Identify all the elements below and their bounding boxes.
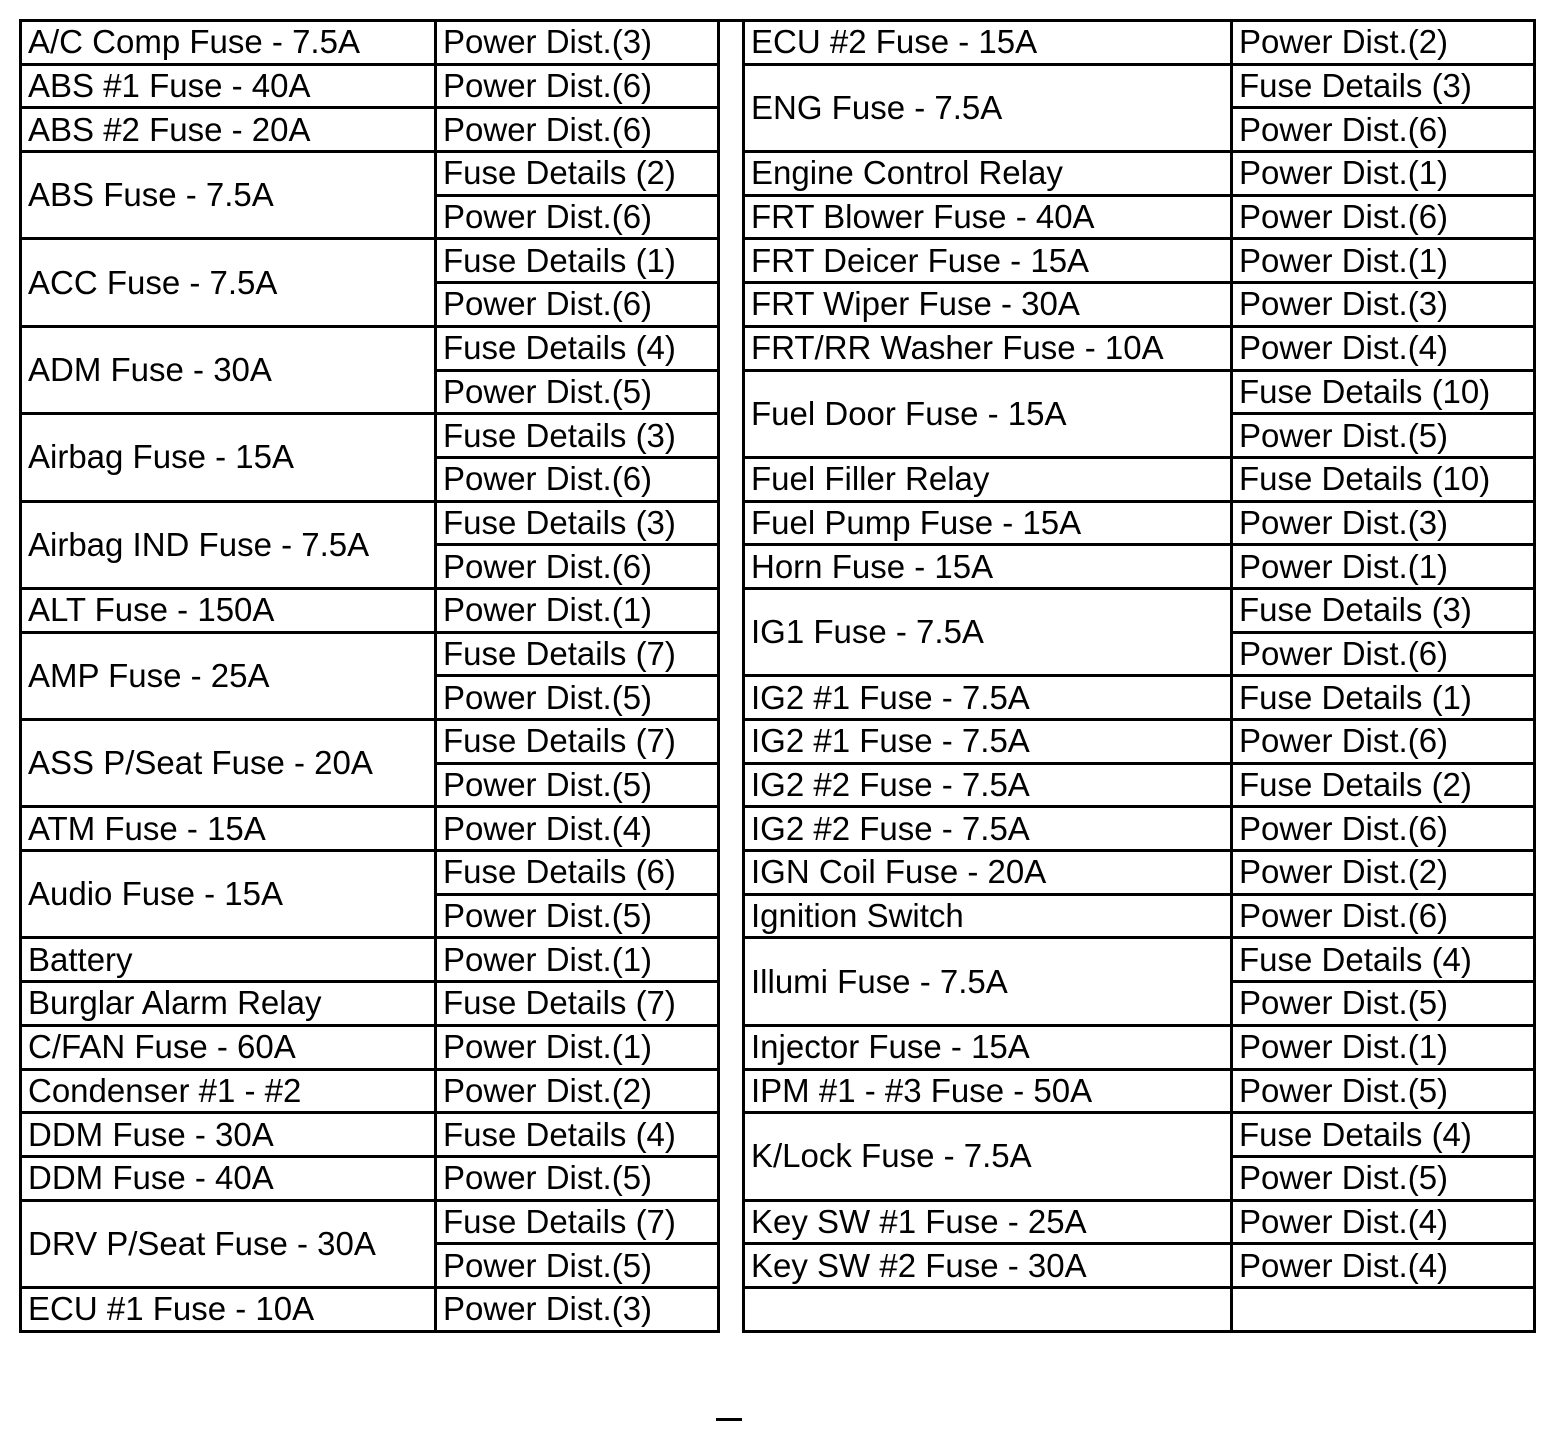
fuse-index-table-left: [19, 19, 720, 1333]
component-name-cell: DDM Fuse - 30A: [21, 1113, 436, 1157]
table-row: [744, 326, 1535, 370]
reference-cell: Power Dist.(6): [436, 64, 719, 108]
reference-cell: Power Dist.(5): [436, 1244, 719, 1288]
component-name-cell: Injector Fuse - 15A: [744, 1025, 1232, 1069]
reference-cell: Fuse Details (7): [436, 1200, 719, 1244]
reference-cell: Fuse Details (7): [436, 632, 719, 676]
component-name-cell: AMP Fuse - 25A: [21, 632, 436, 719]
table-row: [744, 676, 1535, 720]
reference-cell: Power Dist.(1): [1232, 152, 1535, 196]
component-name-cell: Horn Fuse - 15A: [744, 545, 1232, 589]
table-row: [21, 1200, 719, 1244]
reference-cell: Power Dist.(6): [1232, 720, 1535, 764]
table-row: [21, 1287, 719, 1331]
table-row: [744, 763, 1535, 807]
reference-cell: Power Dist.(5): [1232, 982, 1535, 1026]
reference-cell: Power Dist.(3): [1232, 283, 1535, 327]
component-name-cell: A/C Comp Fuse - 7.5A: [21, 21, 436, 65]
component-name-cell: IPM #1 - #3 Fuse - 50A: [744, 1069, 1232, 1113]
table-row: [21, 588, 719, 632]
reference-cell: Power Dist.(1): [1232, 1025, 1535, 1069]
table-row: [21, 1025, 719, 1069]
table-row: [744, 1287, 1535, 1331]
component-name-cell: IG2 #2 Fuse - 7.5A: [744, 763, 1232, 807]
component-name-cell: Fuel Pump Fuse - 15A: [744, 501, 1232, 545]
table-row: [21, 720, 719, 764]
component-name-cell: ASS P/Seat Fuse - 20A: [21, 720, 436, 807]
table-row: [21, 1113, 719, 1157]
table-row: [21, 414, 719, 458]
table-row: [21, 64, 719, 108]
reference-cell: Fuse Details (6): [436, 851, 719, 895]
table-row: [21, 938, 719, 982]
reference-cell: Power Dist.(1): [436, 938, 719, 982]
table-row: [744, 938, 1535, 982]
component-name-cell: ABS Fuse - 7.5A: [21, 152, 436, 239]
component-name-cell: ENG Fuse - 7.5A: [744, 64, 1232, 151]
component-name-cell: Audio Fuse - 15A: [21, 851, 436, 938]
reference-cell: Power Dist.(5): [436, 676, 719, 720]
table-row: [21, 851, 719, 895]
component-name-cell: Condenser #1 - #2: [21, 1069, 436, 1113]
table-row: [21, 108, 719, 152]
component-name-cell: ABS #1 Fuse - 40A: [21, 64, 436, 108]
column-gutter: [716, 19, 742, 1421]
table-row: [744, 545, 1535, 589]
reference-cell: Power Dist.(6): [1232, 632, 1535, 676]
reference-cell: Power Dist.(3): [1232, 501, 1535, 545]
reference-cell: Power Dist.(4): [1232, 1200, 1535, 1244]
reference-cell: Power Dist.(2): [1232, 21, 1535, 65]
reference-cell: Power Dist.(5): [436, 894, 719, 938]
table-row: [21, 982, 719, 1026]
component-name-cell: IG2 #1 Fuse - 7.5A: [744, 720, 1232, 764]
component-name-cell: Fuel Filler Relay: [744, 457, 1232, 501]
reference-cell: Power Dist.(6): [1232, 807, 1535, 851]
reference-cell: Fuse Details (7): [436, 720, 719, 764]
reference-cell: Power Dist.(4): [436, 807, 719, 851]
reference-cell: Fuse Details (10): [1232, 370, 1535, 414]
table-row: [744, 457, 1535, 501]
component-name-cell: DRV P/Seat Fuse - 30A: [21, 1200, 436, 1287]
component-name-cell: FRT/RR Washer Fuse - 10A: [744, 326, 1232, 370]
reference-cell: Fuse Details (2): [1232, 763, 1535, 807]
reference-cell: Fuse Details (4): [1232, 1113, 1535, 1157]
reference-cell: Power Dist.(2): [1232, 851, 1535, 895]
reference-cell: Power Dist.(6): [436, 195, 719, 239]
table-row: [21, 632, 719, 676]
component-name-cell: IG1 Fuse - 7.5A: [744, 588, 1232, 675]
reference-cell: Fuse Details (7): [436, 982, 719, 1026]
reference-cell: Power Dist.(6): [1232, 894, 1535, 938]
reference-cell: Power Dist.(3): [436, 1287, 719, 1331]
component-name-cell: K/Lock Fuse - 7.5A: [744, 1113, 1232, 1200]
component-name-cell: Illumi Fuse - 7.5A: [744, 938, 1232, 1025]
component-name-cell: FRT Wiper Fuse - 30A: [744, 283, 1232, 327]
reference-cell: Fuse Details (4): [436, 1113, 719, 1157]
reference-cell: Fuse Details (1): [436, 239, 719, 283]
table-row: [744, 588, 1535, 632]
reference-cell: Power Dist.(5): [436, 763, 719, 807]
component-name-cell: ATM Fuse - 15A: [21, 807, 436, 851]
table-row: [744, 720, 1535, 764]
reference-cell: Fuse Details (10): [1232, 457, 1535, 501]
table-row: [744, 807, 1535, 851]
table-row: [744, 239, 1535, 283]
table-row: [744, 1244, 1535, 1288]
table-row: [744, 1069, 1535, 1113]
component-name-cell: FRT Deicer Fuse - 15A: [744, 239, 1232, 283]
component-name-cell: C/FAN Fuse - 60A: [21, 1025, 436, 1069]
table-row: [21, 239, 719, 283]
table-row: [744, 283, 1535, 327]
table-row: [744, 894, 1535, 938]
reference-cell: Power Dist.(6): [1232, 108, 1535, 152]
fuse-index-table-right: [742, 19, 1536, 1333]
table-row: [744, 1200, 1535, 1244]
table-row: [744, 64, 1535, 108]
table-row: [21, 152, 719, 196]
component-name-cell: ECU #2 Fuse - 15A: [744, 21, 1232, 65]
component-name-cell: DDM Fuse - 40A: [21, 1156, 436, 1200]
reference-cell: Power Dist.(6): [436, 457, 719, 501]
reference-cell: Power Dist.(4): [1232, 326, 1535, 370]
reference-cell: Power Dist.(4): [1232, 1244, 1535, 1288]
table-row: [744, 501, 1535, 545]
reference-cell: Power Dist.(6): [436, 545, 719, 589]
reference-cell: [1232, 1287, 1535, 1331]
component-name-cell: Key SW #2 Fuse - 30A: [744, 1244, 1232, 1288]
table-row: [744, 851, 1535, 895]
reference-cell: Fuse Details (1): [1232, 676, 1535, 720]
component-name-cell: FRT Blower Fuse - 40A: [744, 195, 1232, 239]
component-name-cell: Airbag Fuse - 15A: [21, 414, 436, 501]
component-name-cell: [744, 1287, 1232, 1331]
component-name-cell: Ignition Switch: [744, 894, 1232, 938]
reference-cell: Power Dist.(6): [1232, 195, 1535, 239]
component-name-cell: IG2 #2 Fuse - 7.5A: [744, 807, 1232, 851]
reference-cell: Power Dist.(6): [436, 108, 719, 152]
component-name-cell: Battery: [21, 938, 436, 982]
component-name-cell: ABS #2 Fuse - 20A: [21, 108, 436, 152]
reference-cell: Power Dist.(3): [436, 21, 719, 65]
reference-cell: Power Dist.(5): [1232, 414, 1535, 458]
reference-cell: Power Dist.(1): [436, 1025, 719, 1069]
reference-cell: Fuse Details (4): [1232, 938, 1535, 982]
reference-cell: Power Dist.(5): [436, 1156, 719, 1200]
reference-cell: Power Dist.(1): [436, 588, 719, 632]
component-name-cell: Engine Control Relay: [744, 152, 1232, 196]
reference-cell: Power Dist.(5): [1232, 1069, 1535, 1113]
reference-cell: Fuse Details (4): [436, 326, 719, 370]
component-name-cell: ADM Fuse - 30A: [21, 326, 436, 413]
component-name-cell: IGN Coil Fuse - 20A: [744, 851, 1232, 895]
table-row: [21, 1156, 719, 1200]
reference-cell: Power Dist.(5): [1232, 1156, 1535, 1200]
component-name-cell: Key SW #1 Fuse - 25A: [744, 1200, 1232, 1244]
table-row: [21, 501, 719, 545]
component-name-cell: ECU #1 Fuse - 10A: [21, 1287, 436, 1331]
component-name-cell: Fuel Door Fuse - 15A: [744, 370, 1232, 457]
table-row: [744, 370, 1535, 414]
reference-cell: Power Dist.(5): [436, 370, 719, 414]
component-name-cell: IG2 #1 Fuse - 7.5A: [744, 676, 1232, 720]
component-name-cell: Burglar Alarm Relay: [21, 982, 436, 1026]
reference-cell: Fuse Details (3): [1232, 588, 1535, 632]
table-row: [744, 195, 1535, 239]
table-row: [744, 152, 1535, 196]
table-row: [744, 1113, 1535, 1157]
table-row: [21, 807, 719, 851]
table-row: [744, 21, 1535, 65]
reference-cell: Power Dist.(1): [1232, 239, 1535, 283]
reference-cell: Fuse Details (2): [436, 152, 719, 196]
component-name-cell: ALT Fuse - 150A: [21, 588, 436, 632]
table-row: [21, 21, 719, 65]
reference-cell: Fuse Details (3): [436, 501, 719, 545]
table-row: [744, 1025, 1535, 1069]
table-row: [21, 326, 719, 370]
component-name-cell: ACC Fuse - 7.5A: [21, 239, 436, 326]
component-name-cell: Airbag IND Fuse - 7.5A: [21, 501, 436, 588]
reference-cell: Fuse Details (3): [436, 414, 719, 458]
table-row: [21, 1069, 719, 1113]
reference-cell: Power Dist.(1): [1232, 545, 1535, 589]
reference-cell: Power Dist.(2): [436, 1069, 719, 1113]
reference-cell: Power Dist.(6): [436, 283, 719, 327]
reference-cell: Fuse Details (3): [1232, 64, 1535, 108]
